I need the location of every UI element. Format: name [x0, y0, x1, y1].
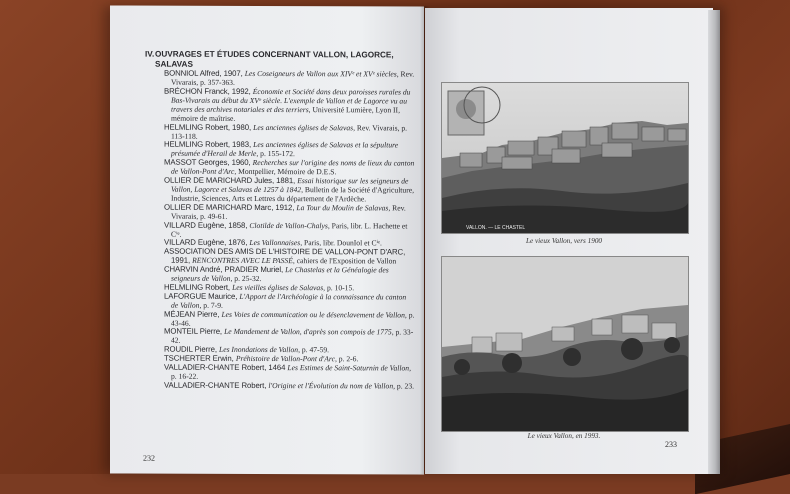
entry-author: MASSOT Georges, 1960,	[164, 157, 253, 168]
bibliography	[145, 50, 415, 392]
entry-title: RENCONTRES AVEC LE PASSÉ	[192, 255, 293, 266]
entry-title: Les anciennes églises de Salavas	[253, 122, 354, 132]
entry-rest: , p. 23.	[393, 381, 415, 391]
right-page	[425, 8, 713, 474]
bibliography-entry	[145, 70, 415, 89]
bibliography-entry	[145, 159, 415, 178]
entry-author: HELMLING Robert,	[164, 282, 233, 292]
entry-title: Clotilde de Vallon-Chalys	[249, 220, 328, 230]
entry-title: Les Inondations de Vallon	[218, 345, 299, 355]
bibliography-entry	[145, 88, 415, 125]
entry-title: Économie et Société dans deux paroisses rurales du Bas-Vivarais au début du XVᵉ siècle. L'exemple de Vallon et de Lagorce vu au travers des archives notariales et des terriers	[171, 86, 411, 114]
entry-rest: , p. 43-46.	[171, 310, 415, 328]
entry-rest: , cahiers de l'Exposition de Vallon	[292, 256, 397, 266]
bibliography-entry	[145, 381, 415, 391]
entry-author: VILLARD Eugène, 1858,	[164, 220, 250, 230]
left-page	[110, 5, 424, 474]
bibliography-entry	[145, 203, 415, 222]
page-number-left: 232	[143, 453, 155, 463]
bibliography-entry	[145, 123, 415, 142]
section-number: IV.	[145, 49, 155, 59]
entry-rest: , Rev. Vivarais, p. 113-118.	[171, 122, 408, 141]
entry-title: l'Origine et l'Évolution du nom de Vallon	[268, 380, 394, 391]
entry-title: Les anciennes églises de Salavas et la sépulture présumée d'Herail de Merle	[171, 140, 399, 159]
entry-title: Essai historique sur les seigneurs de Vallon, Lagorce et Salavas de 1257 à 1842	[171, 176, 409, 195]
entry-title: Le Chastelas et la Généalogie des seigneurs de Vallon	[171, 265, 389, 283]
entry-rest: , p. 33-42.	[171, 327, 414, 346]
entry-author: HELMLING Robert, 1983,	[164, 140, 254, 150]
bibliography-entry	[145, 141, 415, 160]
bibliography-entry	[145, 266, 415, 285]
entry-title: Les vieilles églises de Salavas	[232, 282, 324, 293]
entry-author: HELMLING Robert, 1980,	[164, 122, 254, 132]
entry-author: MÉJEAN Pierre,	[164, 309, 222, 319]
entry-author: ASSOCIATION DES AMIS DE L'HISTOIRE DE VALLON-PONT D'ARC, 1991,	[164, 246, 406, 265]
entry-rest: , p. 10-15.	[323, 283, 355, 293]
entry-author: VALLADIER-CHANTE Robert,	[164, 380, 269, 390]
entry-rest: , p. 2-6.	[334, 354, 359, 364]
entry-rest: , p. 155-172.	[256, 149, 295, 159]
entry-rest: , p. 16-22.	[171, 363, 412, 381]
photo-vallon-1900	[441, 82, 689, 234]
entry-rest: , Montpellier, Mémoire de D.E.S.	[234, 167, 337, 177]
bibliography-entry	[145, 310, 415, 329]
section-title-line2: SALAVAS	[155, 59, 193, 69]
entry-rest: , Paris, libr. L. Hachette et Cⁱᵉ.	[171, 220, 408, 239]
page-stack-edge	[708, 10, 720, 474]
entry-author: VALLADIER-CHANTE Robert, 1464	[164, 362, 288, 373]
caption-photo-1: Le vieux Vallon, vers 1900	[525, 237, 603, 245]
caption-photo-2: Le vieux Vallon, en 1993.	[527, 432, 601, 440]
entry-list	[145, 70, 415, 392]
section-title-line1: OUVRAGES ET ÉTUDES CONCERNANT VALLON, LAGORCE,	[155, 49, 394, 60]
entry-rest: , p. 47-59.	[298, 345, 330, 355]
entry-author: OLLIER DE MARICHARD Marc, 1912,	[164, 202, 297, 212]
entry-rest: , Rev. Vivarais, p. 49-61.	[171, 203, 406, 221]
entry-author: MONTEIL Pierre,	[164, 327, 225, 337]
entry-rest: , Bulletin de la Société d'Agriculture, Industrie, Sciences, Arts et Lettres du département de l'Ardèche.	[171, 185, 415, 204]
entry-author: VILLARD Eugène, 1876,	[164, 238, 250, 248]
bibliography-entry	[145, 364, 415, 383]
entry-author: BONNIOL Alfred, 1907,	[164, 68, 245, 79]
page-number-right: 233	[665, 440, 677, 449]
section-heading	[145, 50, 415, 70]
photo-vallon-1993-image	[442, 257, 688, 431]
bibliography-entry	[145, 248, 415, 267]
entry-author: CHARVIN André, PRADIER Muriel,	[164, 264, 286, 275]
postcard-label: VALLON. — LE CHASTEL	[466, 225, 526, 231]
entry-title: La Tour du Moulin de Salavas	[296, 202, 389, 213]
entry-rest: , Rev. Vivarais, p. 357-363.	[171, 69, 415, 87]
entry-author: TSCHERTER Erwin,	[164, 353, 236, 364]
entry-rest: , p. 25-32.	[230, 273, 262, 284]
entry-title: Préhistoire de Vallon-Pont d'Arc	[235, 354, 335, 364]
entry-rest: , p. 7-9.	[199, 300, 223, 310]
entry-title: Les Voies de communication ou le désenclavement de Vallon	[221, 309, 405, 320]
entry-rest: , Université Lumière, Lyon II, mémoire de maîtrise.	[171, 104, 400, 123]
entry-rest: , Paris, libr. DounIol et Cⁱᵉ.	[300, 238, 382, 248]
entry-title: Les Estimes de Saint-Saturnin de Vallon	[287, 363, 410, 373]
photo-vallon-1993	[441, 256, 689, 432]
bibliography-entry	[145, 292, 415, 311]
entry-author: BRÉCHON Franck, 1992,	[164, 86, 253, 96]
bibliography-entry	[145, 177, 415, 205]
bibliography-entry	[145, 221, 415, 240]
photo-vallon-1900-image	[442, 83, 688, 233]
entry-title: Recherches sur l'origine des noms de lieux du canton de Vallon-Pont d'Arc	[171, 158, 415, 177]
entry-author: LAFORGUE Maurice,	[164, 291, 240, 301]
entry-title: Les Vallonnaises	[249, 238, 301, 248]
entry-author: ROUDIL Pierre,	[164, 344, 219, 355]
entry-title: L'Apport de l'Archéologie à la connaissance du canton de Vallon	[171, 291, 407, 310]
entry-author: OLLIER DE MARICHARD Jules, 1881,	[164, 175, 298, 186]
entry-title: Le Mandement de Vallon, d'après son compois de 1775	[224, 327, 392, 337]
entry-title: Les Coseigneurs de Vallon aux XIVᵉ et XVᵉ siècles	[244, 69, 397, 79]
bibliography-entry	[145, 328, 415, 347]
